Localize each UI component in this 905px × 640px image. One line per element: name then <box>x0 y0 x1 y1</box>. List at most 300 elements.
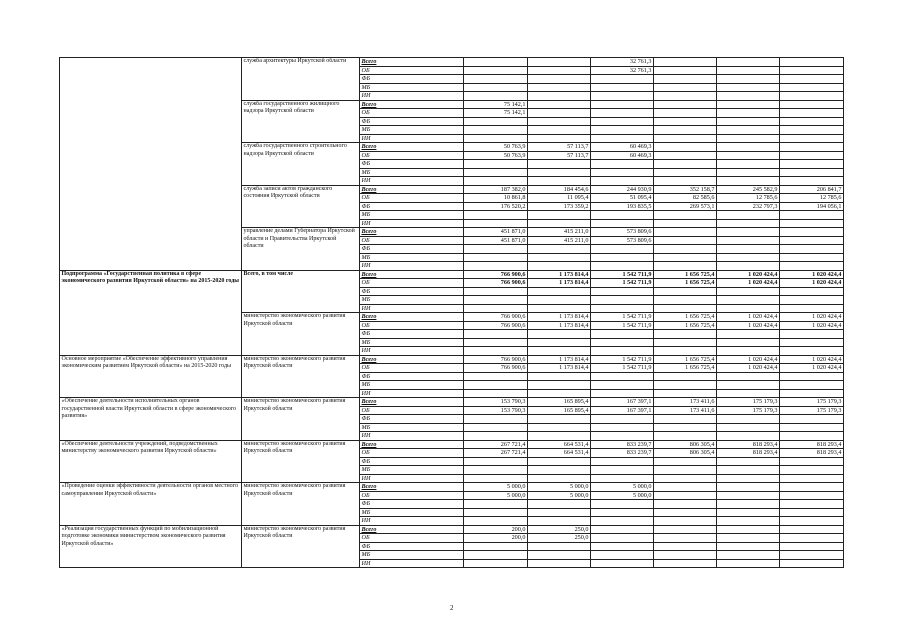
funding-source-cell: Всего <box>360 440 464 449</box>
amount-cell <box>464 551 528 560</box>
funding-source-cell: МБ <box>360 211 464 220</box>
amount-cell <box>654 177 717 186</box>
funding-source-cell: Всего <box>360 100 464 109</box>
amount-cell: 12 785,6 <box>780 194 844 203</box>
amount-cell <box>654 126 717 135</box>
amount-cell <box>591 126 654 135</box>
amount-cell <box>717 160 780 169</box>
amount-cell <box>464 126 528 135</box>
amount-cell <box>528 126 591 135</box>
funding-source-cell: ФБ <box>360 75 464 84</box>
amount-cell <box>591 109 654 118</box>
amount-cell <box>654 66 717 75</box>
amount-cell <box>780 432 844 441</box>
amount-cell <box>717 100 780 109</box>
amount-cell <box>654 160 717 169</box>
amount-cell <box>717 126 780 135</box>
amount-cell <box>528 287 591 296</box>
amount-cell <box>528 66 591 75</box>
amount-cell <box>591 389 654 398</box>
funding-source-cell: ФБ <box>360 245 464 254</box>
funding-source-cell: ФБ <box>360 287 464 296</box>
amount-cell <box>717 381 780 390</box>
funding-source-cell: ИИ <box>360 304 464 313</box>
amount-cell <box>591 160 654 169</box>
amount-cell: 1 020 424,4 <box>780 364 844 373</box>
funding-source-cell: ФБ <box>360 117 464 126</box>
funding-source-cell: Всего <box>360 355 464 364</box>
funding-source-cell: ИИ <box>360 517 464 526</box>
table-row <box>60 440 844 449</box>
amount-cell <box>654 491 717 500</box>
amount-cell <box>464 372 528 381</box>
amount-cell <box>464 542 528 551</box>
amount-cell <box>591 423 654 432</box>
amount-cell: 818 293,4 <box>717 440 780 449</box>
amount-cell <box>654 245 717 254</box>
executor-name-cell: служба записи актов гражданского состояния Иркутской области <box>242 185 360 228</box>
amount-cell: 206 841,7 <box>780 185 844 194</box>
program-name-cell: Подпрограмма «Государственная политика в сфере экономического развития Иркутской области» на 2015-2020 годы <box>60 270 242 355</box>
amount-cell: 1 542 711,9 <box>591 270 654 279</box>
amount-cell <box>780 542 844 551</box>
amount-cell: 165 895,4 <box>528 406 591 415</box>
program-name-cell: «Реализация государственных функций по мобилизационной подготовке экономики министерством экономического развития Иркутской области» <box>60 525 242 568</box>
amount-cell <box>780 58 844 67</box>
amount-cell: 153 790,3 <box>464 398 528 407</box>
amount-cell <box>528 58 591 67</box>
amount-cell: 32 761,3 <box>591 58 654 67</box>
funding-source-cell: Всего <box>360 525 464 534</box>
executor-name-cell: министерство экономического развития Иркутской области <box>242 525 360 568</box>
amount-cell <box>717 83 780 92</box>
amount-cell <box>591 117 654 126</box>
amount-cell <box>591 262 654 271</box>
amount-cell <box>464 304 528 313</box>
amount-cell: 165 895,4 <box>528 398 591 407</box>
program-name-cell: «Проведение оценки эффективности деятельности органов местного самоуправления Иркутской области» <box>60 483 242 526</box>
amount-cell <box>591 296 654 305</box>
amount-cell <box>528 474 591 483</box>
amount-cell <box>528 177 591 186</box>
amount-cell <box>654 381 717 390</box>
executor-name-cell: министерство экономического развития Иркутской области <box>242 313 360 356</box>
amount-cell: 267 721,4 <box>464 440 528 449</box>
funding-source-cell: ИИ <box>360 389 464 398</box>
funding-source-cell: МБ <box>360 551 464 560</box>
amount-cell: 1 020 424,4 <box>780 270 844 279</box>
amount-cell <box>591 500 654 509</box>
amount-cell <box>780 83 844 92</box>
amount-cell <box>780 117 844 126</box>
amount-cell: 1 656 725,4 <box>654 270 717 279</box>
executor-name-cell: министерство экономического развития Иркутской области <box>242 398 360 441</box>
amount-cell: 1 173 814,4 <box>528 321 591 330</box>
funding-source-cell: ОБ <box>360 279 464 288</box>
amount-cell <box>780 500 844 509</box>
amount-cell: 75 142,1 <box>464 109 528 118</box>
amount-cell <box>654 415 717 424</box>
amount-cell <box>780 423 844 432</box>
amount-cell: 1 542 711,9 <box>591 279 654 288</box>
amount-cell <box>528 508 591 517</box>
amount-cell: 11 095,4 <box>528 194 591 203</box>
funding-source-cell: МБ <box>360 126 464 135</box>
amount-cell: 806 305,4 <box>654 449 717 458</box>
amount-cell: 51 095,4 <box>591 194 654 203</box>
amount-cell <box>464 58 528 67</box>
amount-cell <box>464 517 528 526</box>
amount-cell: 193 835,5 <box>591 202 654 211</box>
amount-cell <box>528 559 591 568</box>
funding-source-cell: Всего <box>360 58 464 67</box>
amount-cell <box>654 457 717 466</box>
amount-cell <box>654 117 717 126</box>
table-row <box>60 270 844 279</box>
amount-cell <box>464 253 528 262</box>
amount-cell: 766 900,6 <box>464 270 528 279</box>
amount-cell <box>717 330 780 339</box>
amount-cell <box>464 245 528 254</box>
amount-cell <box>528 262 591 271</box>
executor-name-cell: управление делами Губернатора Иркутской области и Правительства Иркутской области <box>242 228 360 271</box>
amount-cell <box>717 262 780 271</box>
funding-source-cell: ИИ <box>360 92 464 101</box>
amount-cell <box>528 134 591 143</box>
amount-cell <box>717 500 780 509</box>
amount-cell <box>591 134 654 143</box>
amount-cell <box>780 517 844 526</box>
amount-cell <box>591 517 654 526</box>
amount-cell <box>528 551 591 560</box>
amount-cell <box>717 415 780 424</box>
amount-cell <box>780 474 844 483</box>
amount-cell <box>780 304 844 313</box>
amount-cell <box>717 534 780 543</box>
funding-source-cell: Всего <box>360 228 464 237</box>
amount-cell <box>717 92 780 101</box>
amount-cell <box>780 66 844 75</box>
amount-cell <box>464 432 528 441</box>
amount-cell <box>780 559 844 568</box>
amount-cell <box>780 534 844 543</box>
amount-cell <box>528 415 591 424</box>
amount-cell <box>591 542 654 551</box>
amount-cell <box>654 58 717 67</box>
amount-cell <box>464 347 528 356</box>
amount-cell <box>717 542 780 551</box>
amount-cell <box>528 381 591 390</box>
amount-cell <box>654 483 717 492</box>
amount-cell: 833 239,7 <box>591 440 654 449</box>
amount-cell: 173 411,6 <box>654 398 717 407</box>
amount-cell <box>780 551 844 560</box>
amount-cell <box>464 92 528 101</box>
amount-cell: 1 542 711,9 <box>591 364 654 373</box>
amount-cell: 1 542 711,9 <box>591 321 654 330</box>
amount-cell <box>591 219 654 228</box>
amount-cell <box>591 83 654 92</box>
amount-cell <box>717 491 780 500</box>
amount-cell <box>654 508 717 517</box>
amount-cell <box>591 372 654 381</box>
amount-cell <box>780 491 844 500</box>
amount-cell <box>717 559 780 568</box>
amount-cell <box>464 287 528 296</box>
amount-cell <box>780 228 844 237</box>
amount-cell: 60 469,3 <box>591 151 654 160</box>
amount-cell: 50 763,9 <box>464 151 528 160</box>
amount-cell <box>780 143 844 152</box>
funding-source-cell: ФБ <box>360 202 464 211</box>
program-name-cell: Основное мероприятие «Обеспечение эффективного управления экономическим развитием Иркутской области» на 2015-2020 годы <box>60 355 242 398</box>
amount-cell <box>464 508 528 517</box>
amount-cell <box>591 551 654 560</box>
amount-cell <box>591 287 654 296</box>
amount-cell <box>654 517 717 526</box>
amount-cell: 766 900,6 <box>464 321 528 330</box>
amount-cell <box>654 296 717 305</box>
amount-cell: 5 000,0 <box>528 491 591 500</box>
funding-source-cell: ФБ <box>360 160 464 169</box>
amount-cell <box>591 304 654 313</box>
funding-source-cell: МБ <box>360 423 464 432</box>
amount-cell <box>780 160 844 169</box>
amount-cell: 818 293,4 <box>717 449 780 458</box>
amount-cell <box>528 75 591 84</box>
amount-cell: 200,0 <box>464 534 528 543</box>
funding-source-cell: Всего <box>360 483 464 492</box>
funding-source-cell: МБ <box>360 508 464 517</box>
amount-cell: 250,0 <box>528 525 591 534</box>
amount-cell <box>717 236 780 245</box>
executor-name-cell: министерство экономического развития Иркутской области <box>242 440 360 483</box>
amount-cell <box>780 168 844 177</box>
amount-cell <box>780 372 844 381</box>
amount-cell: 200,0 <box>464 525 528 534</box>
amount-cell: 818 293,4 <box>780 440 844 449</box>
amount-cell <box>464 83 528 92</box>
amount-cell <box>591 168 654 177</box>
executor-name-cell: министерство экономического развития Иркутской области <box>242 355 360 398</box>
amount-cell: 664 531,4 <box>528 449 591 458</box>
amount-cell <box>464 330 528 339</box>
amount-cell <box>464 415 528 424</box>
funding-source-cell: ФБ <box>360 542 464 551</box>
amount-cell: 57 113,7 <box>528 143 591 152</box>
amount-cell <box>780 381 844 390</box>
funding-source-cell: ОБ <box>360 109 464 118</box>
table-row <box>60 483 844 492</box>
amount-cell: 1 542 711,9 <box>591 313 654 322</box>
amount-cell <box>780 109 844 118</box>
program-name-cell <box>60 58 242 271</box>
amount-cell <box>464 168 528 177</box>
funding-source-cell: Всего <box>360 270 464 279</box>
funding-source-cell: ОБ <box>360 449 464 458</box>
amount-cell <box>528 500 591 509</box>
funding-source-cell: ОБ <box>360 66 464 75</box>
funding-source-cell: ФБ <box>360 457 464 466</box>
amount-cell: 1 020 424,4 <box>717 279 780 288</box>
funding-source-cell: ИИ <box>360 347 464 356</box>
amount-cell <box>528 423 591 432</box>
amount-cell <box>780 262 844 271</box>
amount-cell <box>654 372 717 381</box>
amount-cell <box>654 559 717 568</box>
amount-cell: 415 211,0 <box>528 228 591 237</box>
amount-cell <box>654 134 717 143</box>
amount-cell <box>717 304 780 313</box>
amount-cell <box>528 253 591 262</box>
amount-cell <box>780 338 844 347</box>
amount-cell: 766 900,6 <box>464 355 528 364</box>
amount-cell <box>464 296 528 305</box>
table-row <box>60 355 844 364</box>
amount-cell: 232 797,3 <box>717 202 780 211</box>
amount-cell <box>591 92 654 101</box>
amount-cell <box>528 168 591 177</box>
amount-cell <box>591 457 654 466</box>
amount-cell: 1 173 814,4 <box>528 270 591 279</box>
amount-cell: 5 000,0 <box>528 483 591 492</box>
amount-cell <box>780 177 844 186</box>
amount-cell <box>654 542 717 551</box>
amount-cell <box>591 508 654 517</box>
amount-cell <box>717 466 780 475</box>
amount-cell <box>717 134 780 143</box>
amount-cell: 5 000,0 <box>591 483 654 492</box>
funding-source-cell: МБ <box>360 466 464 475</box>
amount-cell <box>717 423 780 432</box>
amount-cell: 269 573,1 <box>654 202 717 211</box>
amount-cell: 175 179,3 <box>717 398 780 407</box>
executor-name-cell: служба государственного строительного надзора Иркутской области <box>242 143 360 186</box>
amount-cell <box>591 347 654 356</box>
amount-cell: 250,0 <box>528 534 591 543</box>
table-row <box>60 58 844 67</box>
amount-cell <box>654 236 717 245</box>
amount-cell <box>717 168 780 177</box>
amount-cell: 573 809,6 <box>591 236 654 245</box>
amount-cell <box>780 253 844 262</box>
amount-cell <box>528 304 591 313</box>
amount-cell <box>654 92 717 101</box>
amount-cell <box>591 415 654 424</box>
funding-source-cell: Всего <box>360 398 464 407</box>
funding-source-cell: ФБ <box>360 500 464 509</box>
page-number: 2 <box>450 604 454 612</box>
amount-cell <box>654 287 717 296</box>
amount-cell <box>591 534 654 543</box>
funding-source-cell: МБ <box>360 253 464 262</box>
amount-cell: 1 020 424,4 <box>717 321 780 330</box>
amount-cell <box>717 177 780 186</box>
funding-source-cell: МБ <box>360 83 464 92</box>
amount-cell: 173 359,2 <box>528 202 591 211</box>
amount-cell <box>528 466 591 475</box>
amount-cell: 167 397,1 <box>591 398 654 407</box>
amount-cell <box>717 483 780 492</box>
funding-source-cell: МБ <box>360 338 464 347</box>
funding-source-cell: ФБ <box>360 372 464 381</box>
funding-source-cell: Всего <box>360 143 464 152</box>
amount-cell <box>717 432 780 441</box>
funding-source-cell: ИИ <box>360 262 464 271</box>
amount-cell: 267 721,4 <box>464 449 528 458</box>
amount-cell <box>780 219 844 228</box>
amount-cell <box>528 211 591 220</box>
amount-cell <box>654 211 717 220</box>
amount-cell <box>464 423 528 432</box>
amount-cell <box>654 151 717 160</box>
amount-cell <box>528 92 591 101</box>
amount-cell <box>654 474 717 483</box>
amount-cell <box>780 236 844 245</box>
amount-cell: 175 179,3 <box>780 406 844 415</box>
amount-cell: 244 930,9 <box>591 185 654 194</box>
amount-cell: 194 056,1 <box>780 202 844 211</box>
funding-source-cell: ОБ <box>360 194 464 203</box>
amount-cell: 1 656 725,4 <box>654 313 717 322</box>
amount-cell <box>717 219 780 228</box>
amount-cell <box>654 466 717 475</box>
amount-cell <box>717 296 780 305</box>
amount-cell <box>528 389 591 398</box>
amount-cell: 5 000,0 <box>464 491 528 500</box>
amount-cell <box>780 296 844 305</box>
funding-source-cell: ФБ <box>360 330 464 339</box>
amount-cell <box>780 457 844 466</box>
amount-cell <box>654 389 717 398</box>
amount-cell: 766 900,6 <box>464 313 528 322</box>
funding-source-cell: ИИ <box>360 177 464 186</box>
amount-cell <box>528 160 591 169</box>
amount-cell <box>591 432 654 441</box>
amount-cell: 184 454,6 <box>528 185 591 194</box>
amount-cell <box>528 457 591 466</box>
document-page <box>59 57 843 568</box>
amount-cell: 1 656 725,4 <box>654 364 717 373</box>
funding-source-cell: МБ <box>360 381 464 390</box>
amount-cell: 1 173 814,4 <box>528 355 591 364</box>
amount-cell <box>528 109 591 118</box>
amount-cell <box>780 525 844 534</box>
amount-cell <box>717 508 780 517</box>
amount-cell: 187 382,0 <box>464 185 528 194</box>
amount-cell <box>528 83 591 92</box>
amount-cell <box>780 330 844 339</box>
amount-cell <box>528 296 591 305</box>
table-row <box>60 398 844 407</box>
amount-cell <box>528 517 591 526</box>
amount-cell <box>654 551 717 560</box>
amount-cell <box>654 525 717 534</box>
amount-cell: 1 020 424,4 <box>717 355 780 364</box>
amount-cell <box>717 117 780 126</box>
amount-cell: 12 785,6 <box>717 194 780 203</box>
amount-cell <box>780 245 844 254</box>
amount-cell: 1 656 725,4 <box>654 355 717 364</box>
amount-cell: 60 469,3 <box>591 143 654 152</box>
amount-cell <box>654 228 717 237</box>
amount-cell <box>654 83 717 92</box>
amount-cell <box>464 134 528 143</box>
amount-cell: 5 000,0 <box>464 483 528 492</box>
amount-cell <box>464 262 528 271</box>
amount-cell: 175 179,3 <box>780 398 844 407</box>
amount-cell <box>654 168 717 177</box>
